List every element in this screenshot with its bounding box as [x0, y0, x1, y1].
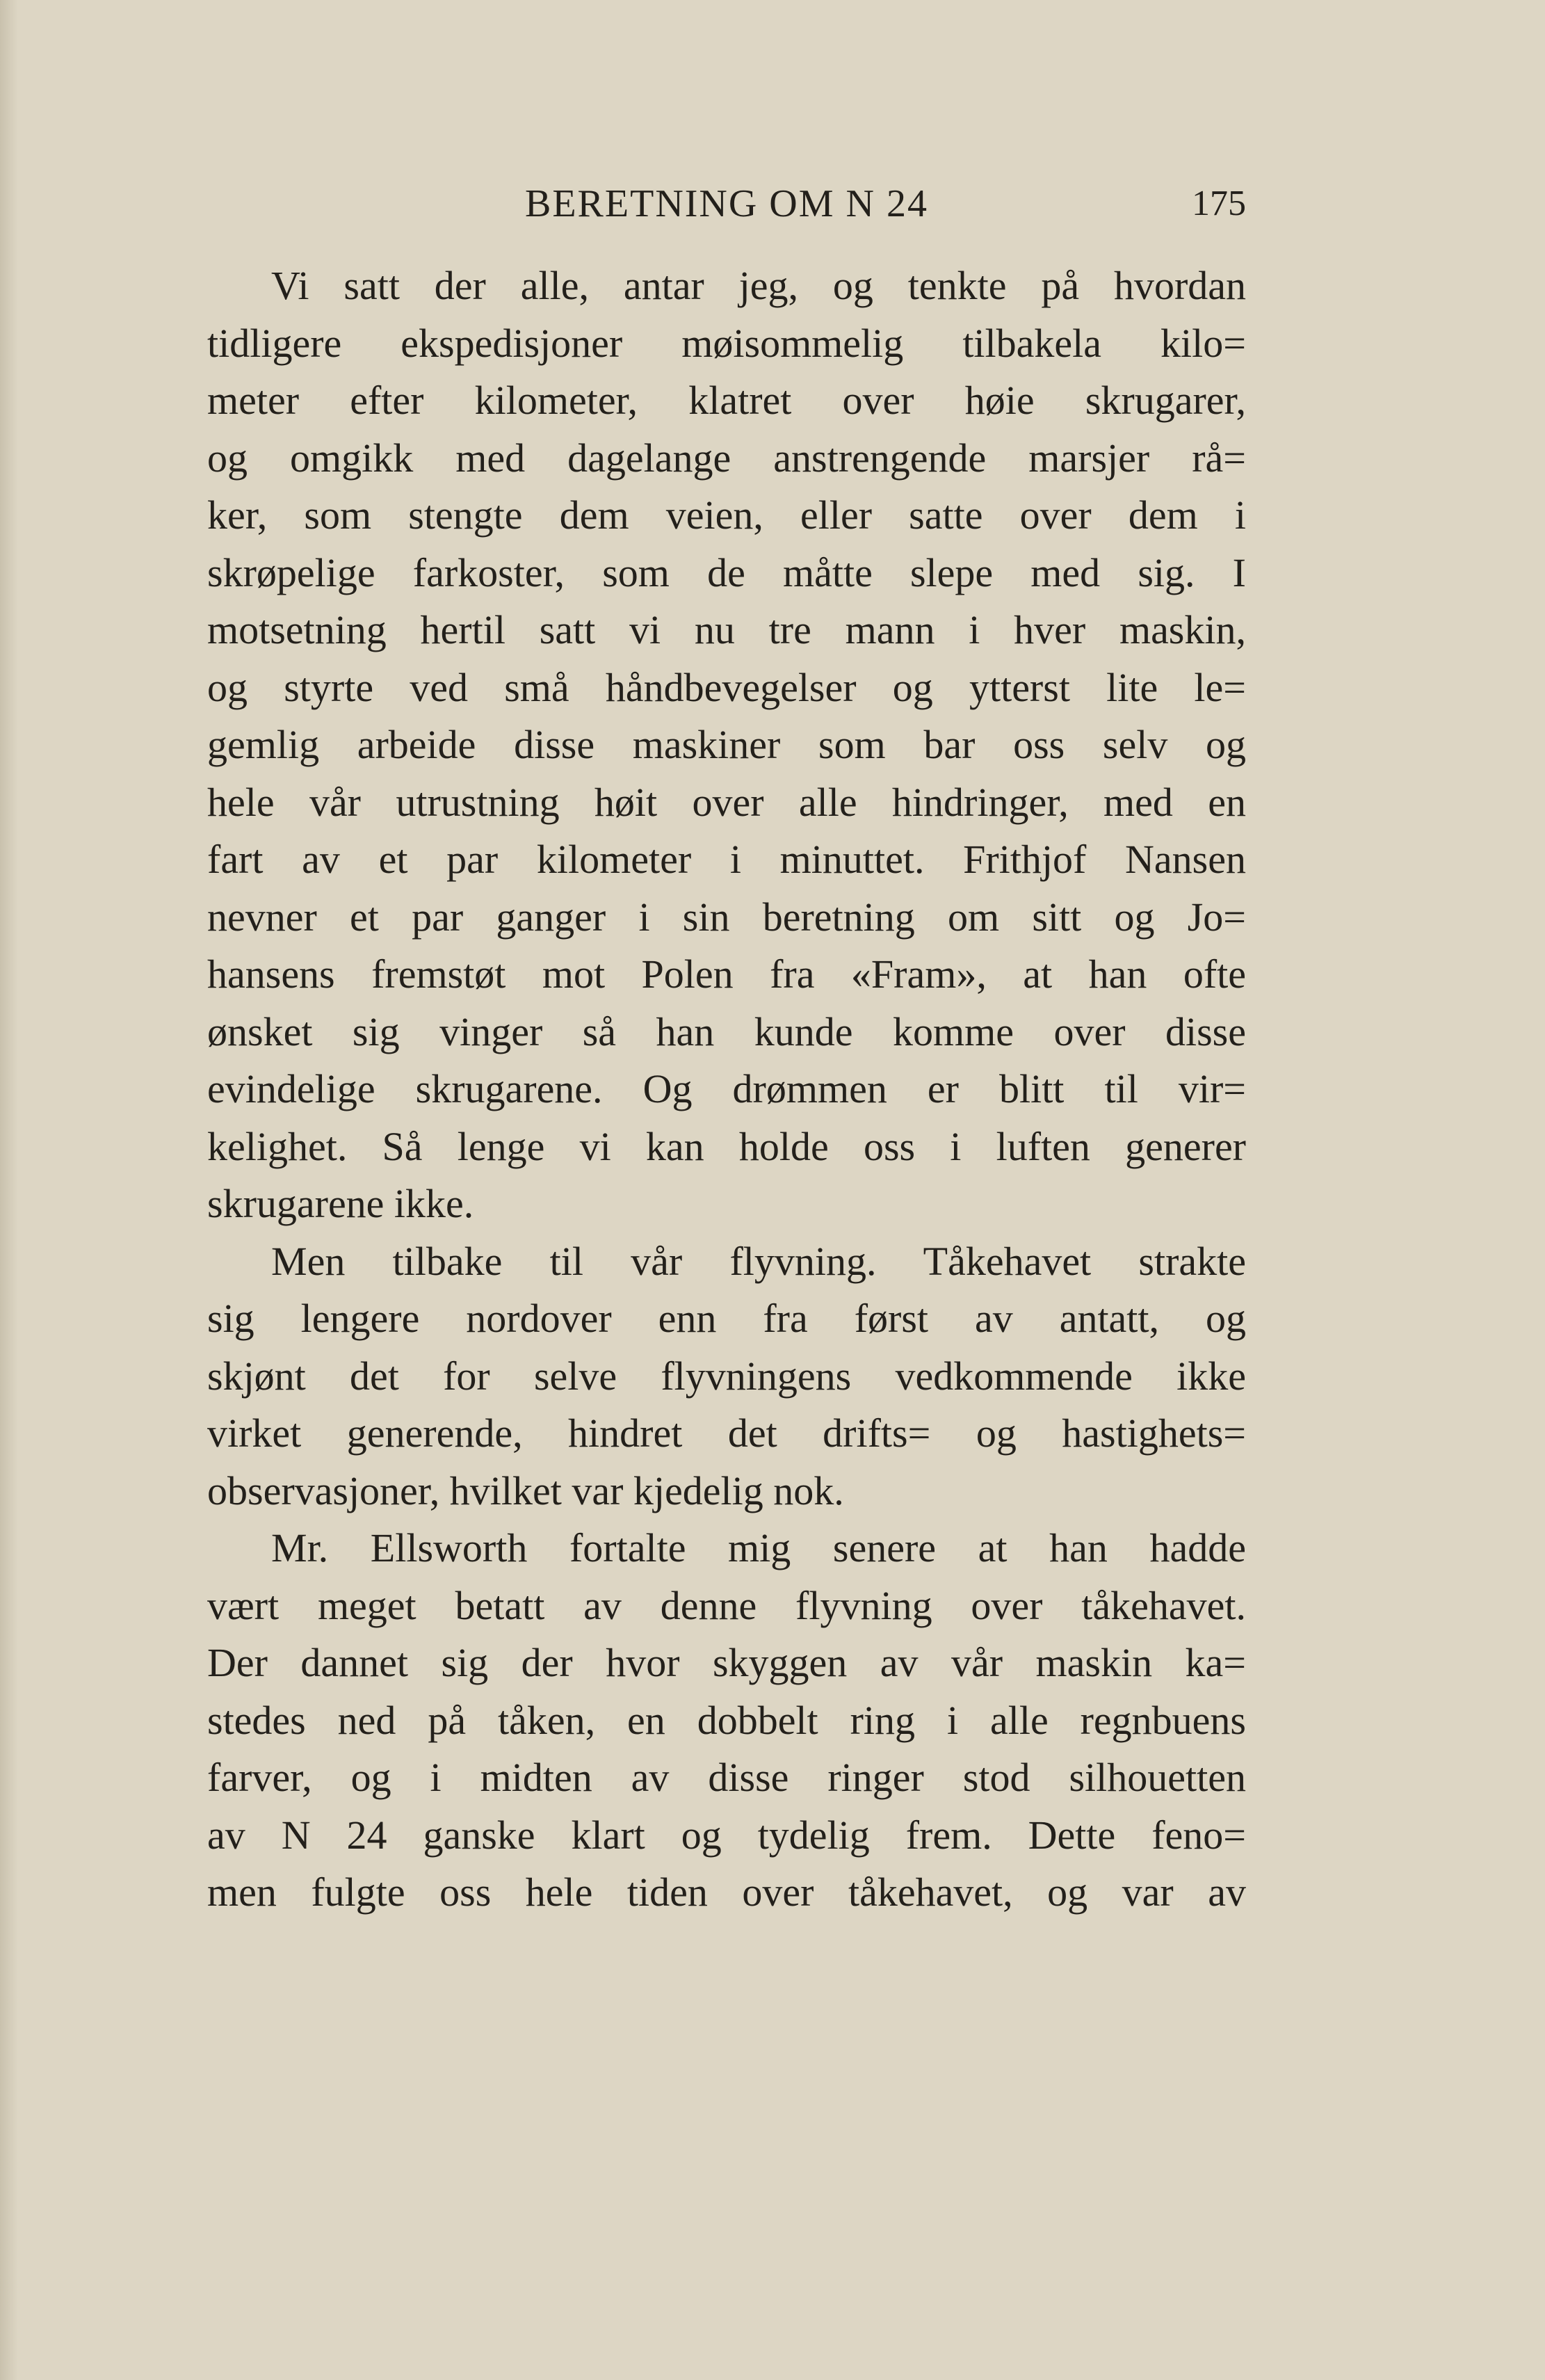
- text-line: sig lengere nordover enn fra først av antatt, og: [207, 1296, 1246, 1341]
- text-line: virket generende, hindret det drifts= og hastighets=: [207, 1410, 1246, 1456]
- text-line: skrøpelige farkoster, som de måtte slepe med sig. I: [207, 549, 1246, 595]
- text-line: ker, som stengte dem veien, eller satte over dem i: [207, 492, 1246, 538]
- text-line: Vi satt der alle, antar jeg, og tenkte på hvordan: [271, 263, 1246, 308]
- text-line: farver, og i midten av disse ringer stod silhouetten: [207, 1755, 1246, 1800]
- text-line: av N 24 ganske klart og tydelig frem. Dette feno=: [207, 1812, 1246, 1858]
- text-line: og styrte ved små håndbevegelser og ytterst lite le=: [207, 664, 1246, 710]
- text-line: og omgikk med dagelange anstrengende marsjer rå=: [207, 435, 1246, 481]
- text-line: Mr. Ellsworth fortalte mig senere at han hadde: [271, 1525, 1246, 1570]
- text-line: skjønt det for selve flyvningens vedkommende ikke: [207, 1353, 1246, 1399]
- text-line: men fulgte oss hele tiden over tåkehavet, og var av: [207, 1870, 1246, 1915]
- text-line: tidligere ekspedisjoner møisommelig tilbakela kilo=: [207, 320, 1246, 366]
- text-line: hele vår utrustning høit over alle hindringer, med en: [207, 779, 1246, 825]
- running-title: BERETNING OM N 24: [525, 182, 928, 225]
- text-line: hansens fremstøt mot Polen fra «Fram», at han ofte: [207, 951, 1246, 997]
- text-line: motsetning hertil satt vi nu tre mann i hver maskin,: [207, 607, 1246, 652]
- text-line: vært meget betatt av denne flyvning over tåkehavet.: [207, 1582, 1246, 1628]
- text-line: evindelige skrugarene. Og drømmen er blitt til vir=: [207, 1066, 1246, 1111]
- text-line: observasjoner, hvilket var kjedelig nok.: [207, 1468, 844, 1513]
- text-line: meter efter kilometer, klatret over høie skrugarer,: [207, 378, 1246, 423]
- running-head: [207, 179, 1246, 228]
- text-line: skrugarene ikke.: [207, 1181, 474, 1226]
- text-line: stedes ned på tåken, en dobbelt ring i alle regnbuens: [207, 1697, 1246, 1743]
- text-line: kelighet. Så lenge vi kan holde oss i luften generer: [207, 1123, 1246, 1169]
- page-edge-shadow: [0, 0, 18, 2380]
- text-line: ønsket sig vinger så han kunde komme over disse: [207, 1008, 1246, 1054]
- text-line: Men tilbake til vår flyvning. Tåkehavet strakte: [271, 1238, 1246, 1284]
- text-line: Der dannet sig der hvor skyggen av vår maskin ka=: [207, 1640, 1246, 1685]
- text-line: fart av et par kilometer i minuttet. Frithjof Nansen: [207, 837, 1246, 882]
- body-text: [207, 257, 1246, 1922]
- page-number: 175: [1192, 184, 1246, 223]
- text-line: nevner et par ganger i sin beretning om sitt og Jo=: [207, 894, 1246, 940]
- text-line: gemlig arbeide disse maskiner som bar oss selv og: [207, 722, 1246, 767]
